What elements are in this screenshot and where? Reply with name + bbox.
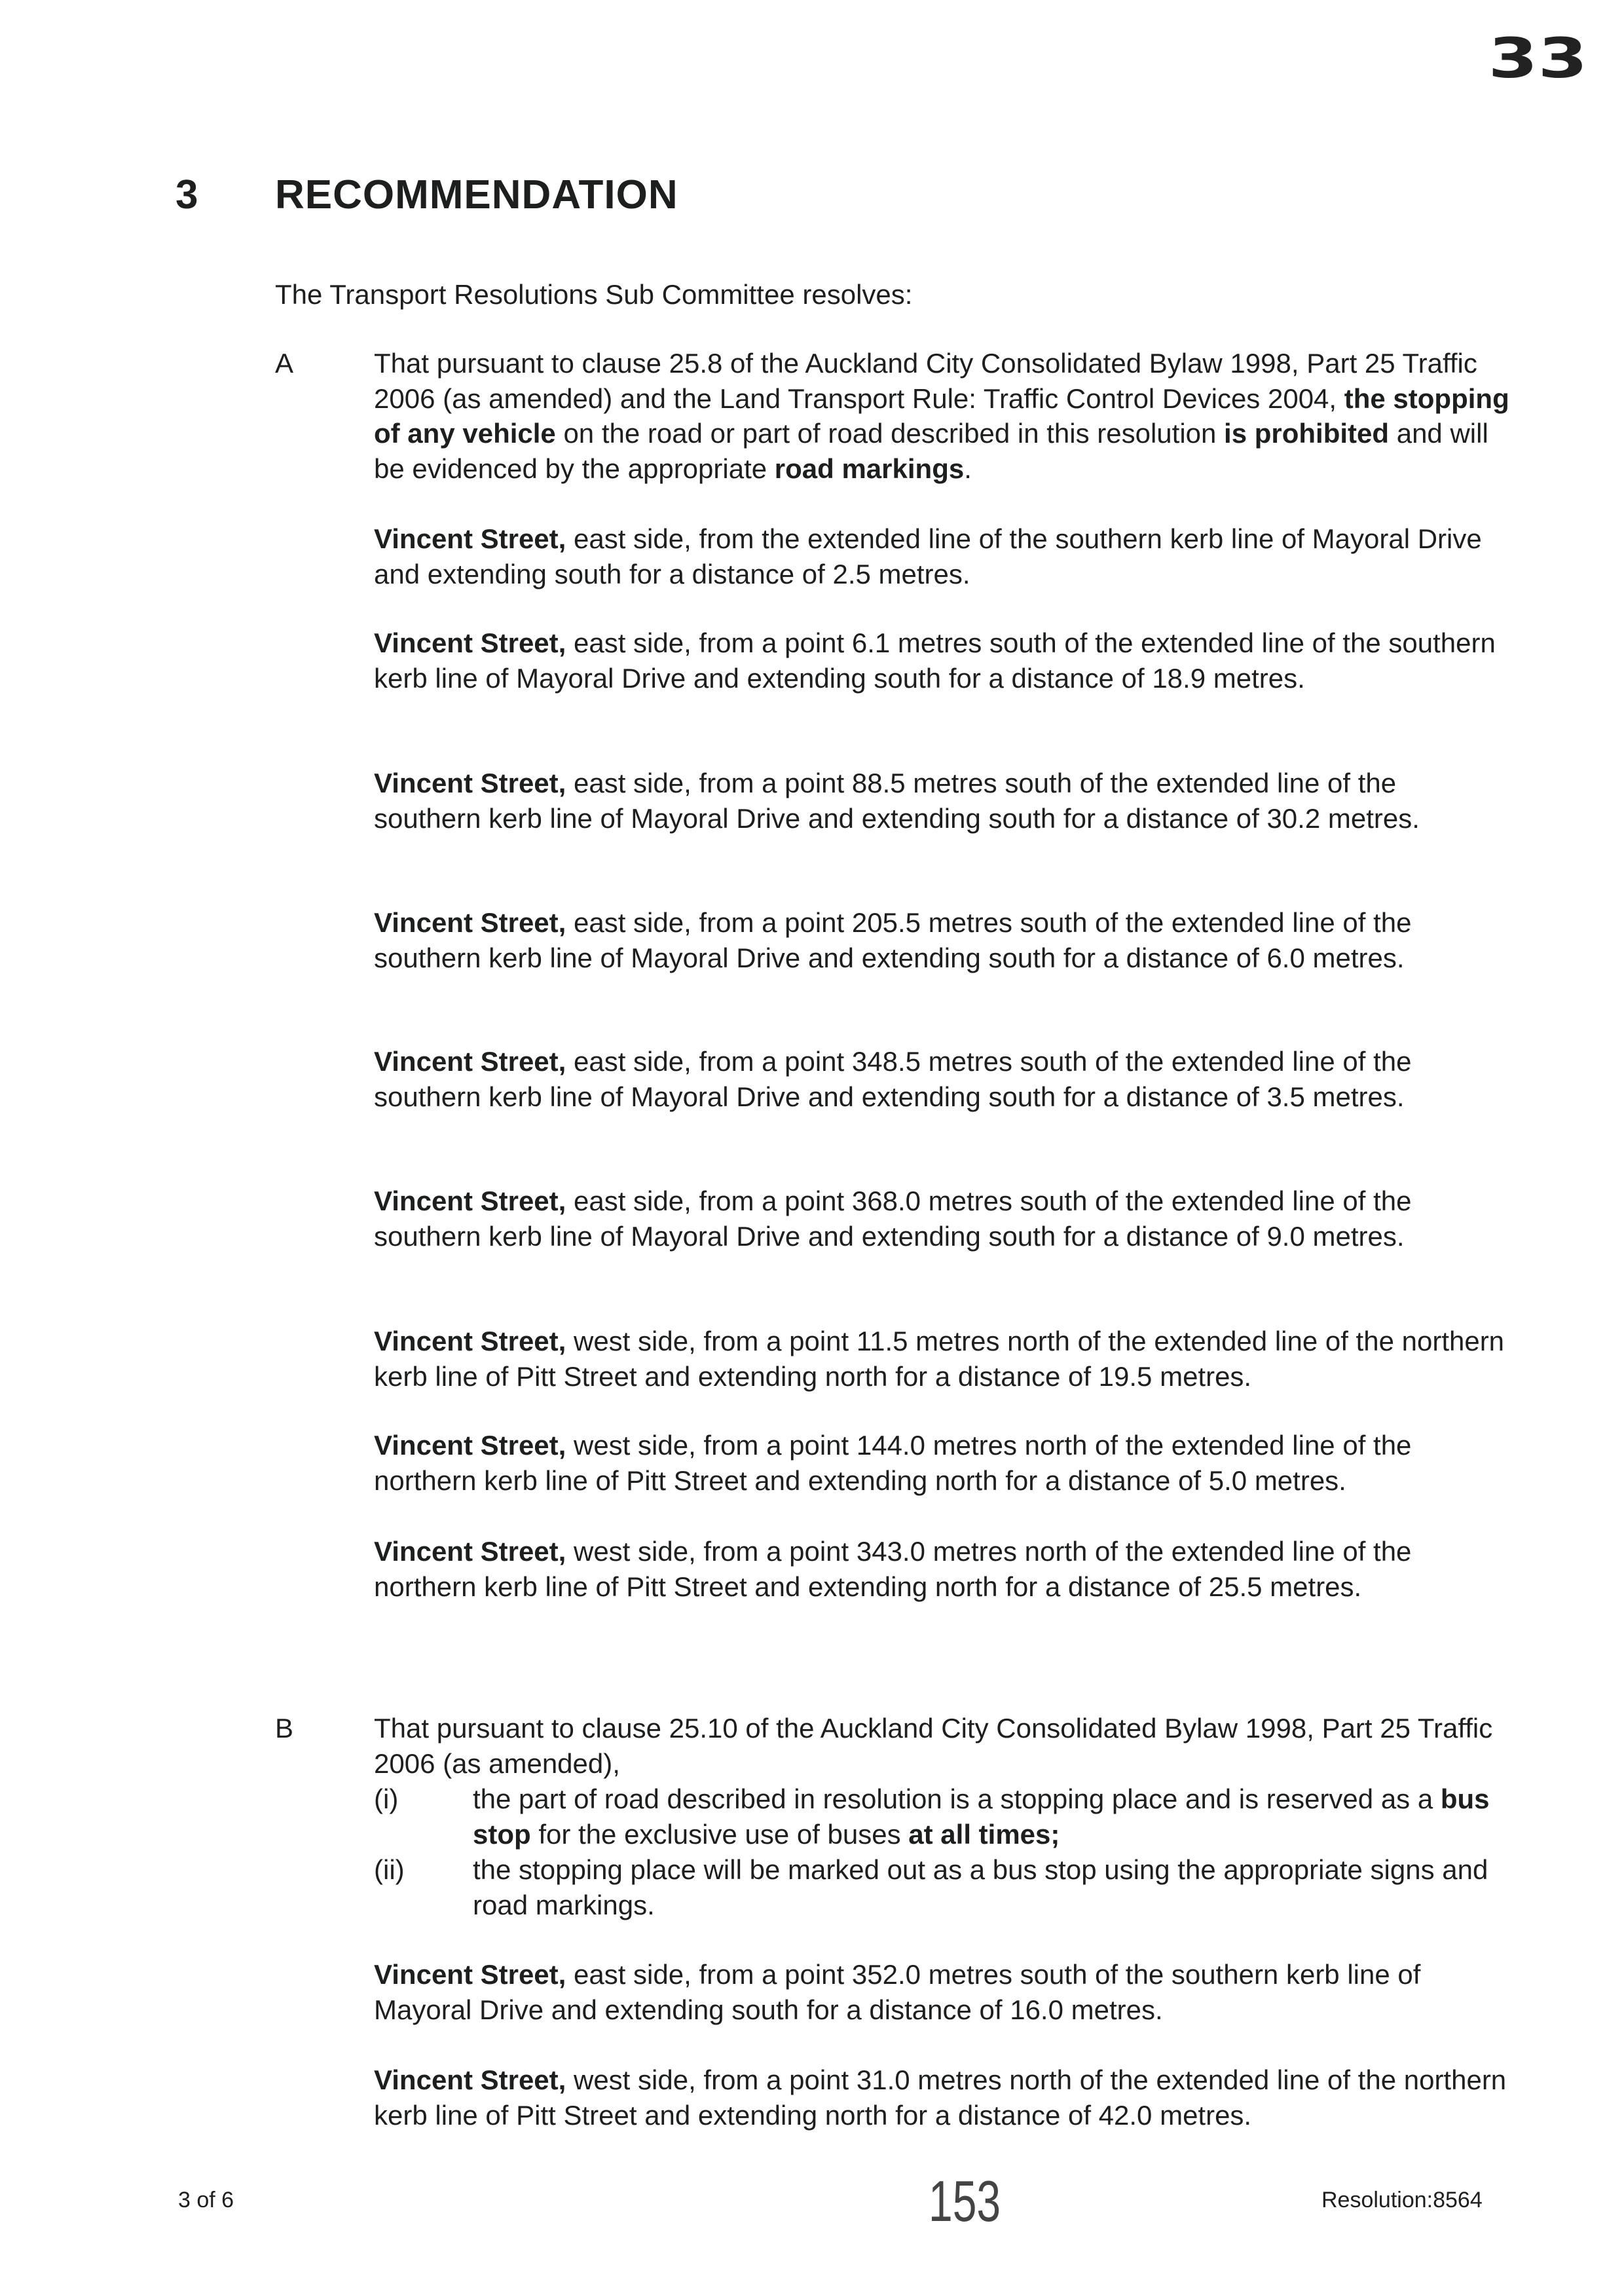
section-number: 3	[175, 172, 198, 217]
resolution-a-text: That pursuant to clause 25.8 of the Auckland City Consolidated Bylaw 1998, Part 25 Traffic 2006 (as amended) and the Land Transport Rule: Traffic Control Devices 2004, the stopping of any vehicle on the road or part of road described in this resolution is prohibited and will be evidenced by the appropriate road markings.	[374, 348, 1509, 484]
location-item: Vincent Street, east side, from a point 88.5 metres south of the extended line of the southern kerb line of Mayoral Drive and extending south for a distance of 30.2 metres.	[374, 768, 1420, 834]
stamped-page-number: 153	[929, 2169, 1001, 2233]
resolution-a-label: A	[275, 348, 294, 379]
section-title: RECOMMENDATION	[275, 172, 678, 217]
sub-item-label: (i)	[374, 1783, 399, 1814]
location-item: Vincent Street, east side, from a point 352.0 metres south of the southern kerb line of Mayoral Drive and extending south for a distance of 16.0 metres.	[374, 1959, 1421, 2025]
sub-item-text: the stopping place will be marked out as a bus stop using the appropriate signs and road markings.	[473, 1854, 1488, 1920]
resolution-b-label: B	[275, 1713, 294, 1744]
location-item: Vincent Street, west side, from a point 31.0 metres north of the extended line of the northern kerb line of Pitt Street and extending north for a distance of 42.0 metres.	[374, 2064, 1507, 2131]
location-item: Vincent Street, east side, from the extended line of the southern kerb line of Mayoral Drive and extending south for a distance of 2.5 metres.	[374, 523, 1482, 589]
location-item: Vincent Street, east side, from a point 368.0 metres south of the extended line of the southern kerb line of Mayoral Drive and extending south for a distance of 9.0 metres.	[374, 1185, 1412, 1252]
location-item: Vincent Street, west side, from a point 343.0 metres north of the extended line of the northern kerb line of Pitt Street and extending north for a distance of 25.5 metres.	[374, 1536, 1412, 1602]
resolution-b-text: That pursuant to clause 25.10 of the Auckland City Consolidated Bylaw 1998, Part 25 Traffic 2006 (as amended),	[374, 1713, 1493, 1779]
resolution-number: Resolution:8564	[1321, 2188, 1483, 2212]
location-item: Vincent Street, east side, from a point 348.5 metres south of the extended line of the southern kerb line of Mayoral Drive and extending south for a distance of 3.5 metres.	[374, 1046, 1412, 1112]
handwritten-page-number: 33	[1488, 26, 1588, 90]
location-item: Vincent Street, west side, from a point 11.5 metres north of the extended line of the northern kerb line of Pitt Street and extending north for a distance of 19.5 metres.	[374, 1326, 1505, 1392]
sub-item-text: the part of road described in resolution is a stopping place and is reserved as a bus stop for the exclusive use of buses at all times;	[473, 1783, 1490, 1850]
location-item: Vincent Street, east side, from a point 6.1 metres south of the extended line of the southern kerb line of Mayoral Drive and extending south for a distance of 18.9 metres.	[374, 627, 1496, 694]
location-item: Vincent Street, east side, from a point 205.5 metres south of the extended line of the southern kerb line of Mayoral Drive and extending south for a distance of 6.0 metres.	[374, 907, 1412, 973]
intro-text: The Transport Resolutions Sub Committee resolves:	[275, 279, 913, 310]
sub-item-label: (ii)	[374, 1854, 405, 1885]
location-item: Vincent Street, west side, from a point 144.0 metres north of the extended line of the northern kerb line of Pitt Street and extending north for a distance of 5.0 metres.	[374, 1430, 1412, 1496]
page-count: 3 of 6	[178, 2188, 234, 2212]
